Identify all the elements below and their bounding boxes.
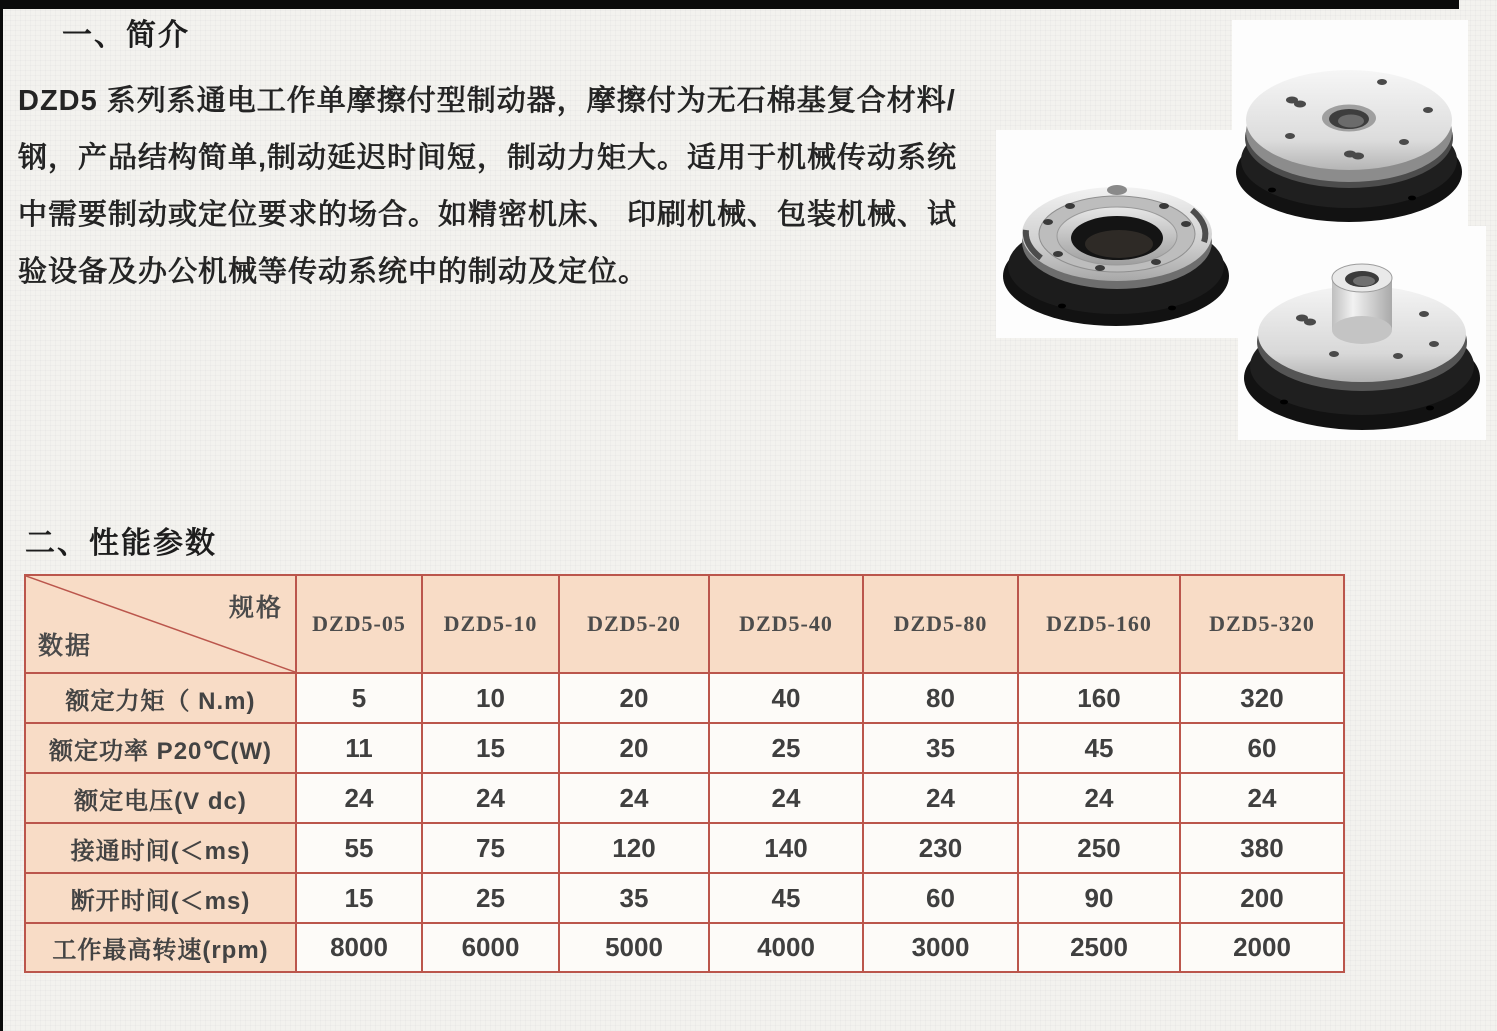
spec-value-cell: 45 [1018, 723, 1180, 773]
spec-value-cell: 5000 [559, 923, 709, 972]
spec-value-cell: 160 [1018, 673, 1180, 723]
column-header: DZD5-320 [1180, 575, 1344, 673]
spec-value-cell: 2500 [1018, 923, 1180, 972]
spec-value-cell: 24 [1180, 773, 1344, 823]
spec-value-cell: 120 [559, 823, 709, 873]
column-header: DZD5-10 [422, 575, 559, 673]
section1-title: 一、简介 [62, 19, 190, 52]
spec-value-cell: 250 [1018, 823, 1180, 873]
intro-paragraph-line: 钢，产品结构简单,制动延迟时间短，制动力矩大。适用于机械传动系统 [18, 142, 958, 174]
row-label: 额定电压(V dc) [25, 773, 296, 823]
spec-value-cell: 40 [709, 673, 863, 723]
spec-value-cell: 90 [1018, 873, 1180, 923]
spec-value-cell: 24 [863, 773, 1018, 823]
column-header: DZD5-80 [863, 575, 1018, 673]
spec-value-cell: 3000 [863, 923, 1018, 972]
spec-value-cell: 380 [1180, 823, 1344, 873]
column-header: DZD5-05 [296, 575, 422, 673]
spec-value-cell: 320 [1180, 673, 1344, 723]
top-black-bar [0, 0, 1459, 9]
spec-value-cell: 2000 [1180, 923, 1344, 972]
spec-value-cell: 15 [422, 723, 559, 773]
spec-value-cell: 55 [296, 823, 422, 873]
row-label: 接通时间(＜ms) [25, 823, 296, 873]
spec-value-cell: 230 [863, 823, 1018, 873]
intro-paragraph-line: 验设备及办公机械等传动系统中的制动及定位。 [18, 256, 649, 288]
spec-value-cell: 75 [422, 823, 559, 873]
column-header: DZD5-160 [1018, 575, 1180, 673]
spec-value-cell: 8000 [296, 923, 422, 972]
spec-value-cell: 24 [709, 773, 863, 823]
table-row [25, 823, 1344, 873]
product-photo-flat-disc-brake [1232, 20, 1468, 238]
product-photo-hub-disc-brake [1238, 226, 1486, 440]
spec-value-cell: 6000 [422, 923, 559, 972]
row-label: 额定力矩（ N.m) [25, 673, 296, 723]
column-header: DZD5-20 [559, 575, 709, 673]
spec-value-cell: 20 [559, 673, 709, 723]
left-black-bar [0, 0, 3, 1031]
table-row [25, 723, 1344, 773]
spec-value-cell: 25 [709, 723, 863, 773]
intro-paragraph-line: 中需要制动或定位要求的场合。如精密机床、 印刷机械、包装机械、试 [18, 199, 958, 231]
spec-value-cell: 15 [296, 873, 422, 923]
product-photo-ring-brake [996, 130, 1240, 338]
spec-table-container [24, 574, 1345, 973]
table-row [25, 673, 1344, 723]
spec-value-cell: 10 [422, 673, 559, 723]
spec-value-cell: 11 [296, 723, 422, 773]
row-label: 额定功率 P20℃(W) [25, 723, 296, 773]
section2-title: 二、性能参数 [25, 527, 217, 560]
table-header-row [25, 575, 1344, 673]
corner-header-cell [25, 575, 296, 673]
spec-value-cell: 24 [1018, 773, 1180, 823]
spec-value-cell: 35 [863, 723, 1018, 773]
spec-value-cell: 200 [1180, 873, 1344, 923]
column-header: DZD5-40 [709, 575, 863, 673]
spec-value-cell: 35 [559, 873, 709, 923]
table-row [25, 873, 1344, 923]
corner-label-spec: 规格 [228, 594, 283, 622]
row-label: 工作最高转速(rpm) [25, 923, 296, 972]
spec-value-cell: 60 [1180, 723, 1344, 773]
spec-table [24, 574, 1345, 973]
spec-value-cell: 24 [559, 773, 709, 823]
intro-paragraph-line: DZD5 系列系通电工作单摩擦付型制动器，摩擦付为无石棉基复合材料/ [18, 85, 956, 117]
spec-value-cell: 25 [422, 873, 559, 923]
spec-value-cell: 140 [709, 823, 863, 873]
table-row [25, 773, 1344, 823]
corner-label-data: 数据 [38, 632, 93, 660]
spec-value-cell: 80 [863, 673, 1018, 723]
spec-value-cell: 45 [709, 873, 863, 923]
spec-value-cell: 60 [863, 873, 1018, 923]
row-label: 断开时间(＜ms) [25, 873, 296, 923]
table-row [25, 923, 1344, 972]
spec-value-cell: 24 [296, 773, 422, 823]
spec-value-cell: 4000 [709, 923, 863, 972]
spec-value-cell: 20 [559, 723, 709, 773]
spec-value-cell: 24 [422, 773, 559, 823]
spec-value-cell: 5 [296, 673, 422, 723]
